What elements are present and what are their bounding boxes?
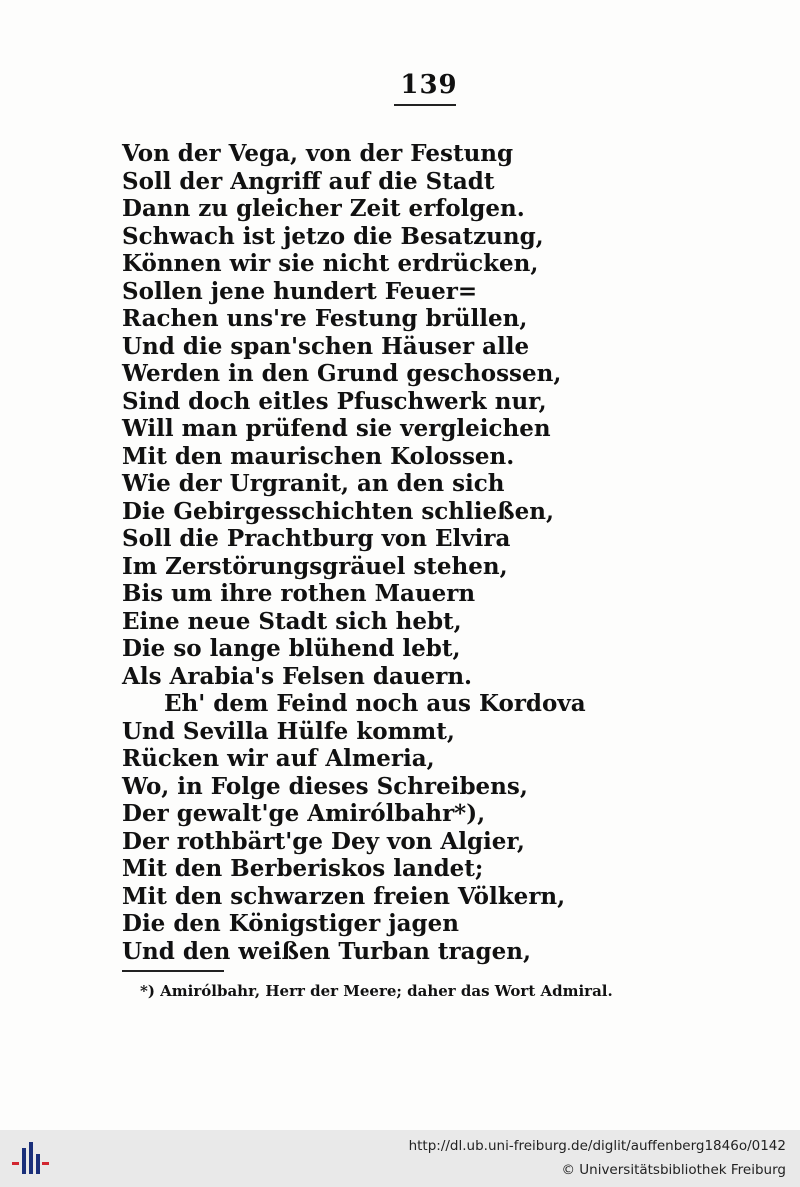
- permalink-url[interactable]: http://dl.ub.uni-freiburg.de/diglit/auffenberg1846o/0142: [408, 1138, 786, 1154]
- verse-line: Der rothbärt'ge Dey von Algier,: [122, 827, 525, 855]
- verse-line: Bis um ihre rothen Mauern: [122, 580, 476, 607]
- verse-line: Rachen uns're Festung brüllen,: [122, 305, 528, 332]
- verse-line: Und die span'schen Häuser alle: [122, 332, 530, 360]
- verse-line: Soll der Angriff auf die Stadt: [122, 167, 495, 195]
- page-number-rule: [394, 104, 456, 106]
- footnote-rule: [122, 970, 224, 972]
- verse-line: Eine neue Stadt sich hebt,: [122, 607, 462, 635]
- verse-line: Sollen jene hundert Feuer=: [122, 277, 478, 305]
- page-number: 139: [400, 70, 458, 100]
- verse-line: Mit den Berberiskos landet;: [122, 855, 484, 882]
- verse-line: Wie der Urgranit, an den sich: [122, 470, 505, 497]
- footnote: *) Amirólbahr, Herr der Meere; daher das Wort Admiral.: [140, 982, 613, 1000]
- verse-line: Als Arabia's Felsen dauern.: [122, 662, 473, 690]
- verse-block: [122, 140, 586, 965]
- verse-line: Eh' dem Feind noch aus Kordova: [164, 690, 586, 717]
- verse-line: Können wir sie nicht erdrücken,: [122, 250, 539, 277]
- verse-line: Die den Königstiger jagen: [122, 910, 459, 937]
- verse-line: Von der Vega, von der Festung: [122, 140, 514, 167]
- verse-line: Der gewalt'ge Amirólbahr*),: [122, 800, 486, 827]
- verse-line: Sind doch eitles Pfuschwerk nur,: [122, 387, 547, 415]
- verse-line: Soll die Prachtburg von Elvira: [122, 525, 511, 552]
- verse-line: Dann zu gleicher Zeit erfolgen.: [122, 195, 525, 222]
- verse-line: Und den weißen Turban tragen,: [122, 937, 531, 965]
- verse-line: Werden in den Grund geschossen,: [122, 360, 562, 387]
- verse-line: Die so lange blühend lebt,: [122, 635, 461, 662]
- copyright-text: © Universitätsbibliothek Freiburg: [561, 1162, 786, 1178]
- verse-line: Schwach ist jetzo die Besatzung,: [122, 222, 544, 250]
- viewer-footer: [0, 1130, 800, 1187]
- verse-line: Im Zerstörungsgräuel stehen,: [122, 552, 508, 580]
- verse-line: Will man prüfend sie vergleichen: [122, 415, 551, 442]
- verse-line: Mit den schwarzen freien Völkern,: [122, 882, 566, 910]
- verse-line: Mit den maurischen Kolossen.: [122, 442, 515, 470]
- verse-line: Rücken wir auf Almeria,: [122, 745, 435, 772]
- verse-line: Wo, in Folge dieses Schreibens,: [122, 772, 528, 800]
- ub-freiburg-logo-icon: [10, 1140, 50, 1178]
- verse-line: Und Sevilla Hülfe kommt,: [122, 717, 455, 745]
- verse-line: Die Gebirgesschichten schließen,: [122, 497, 554, 525]
